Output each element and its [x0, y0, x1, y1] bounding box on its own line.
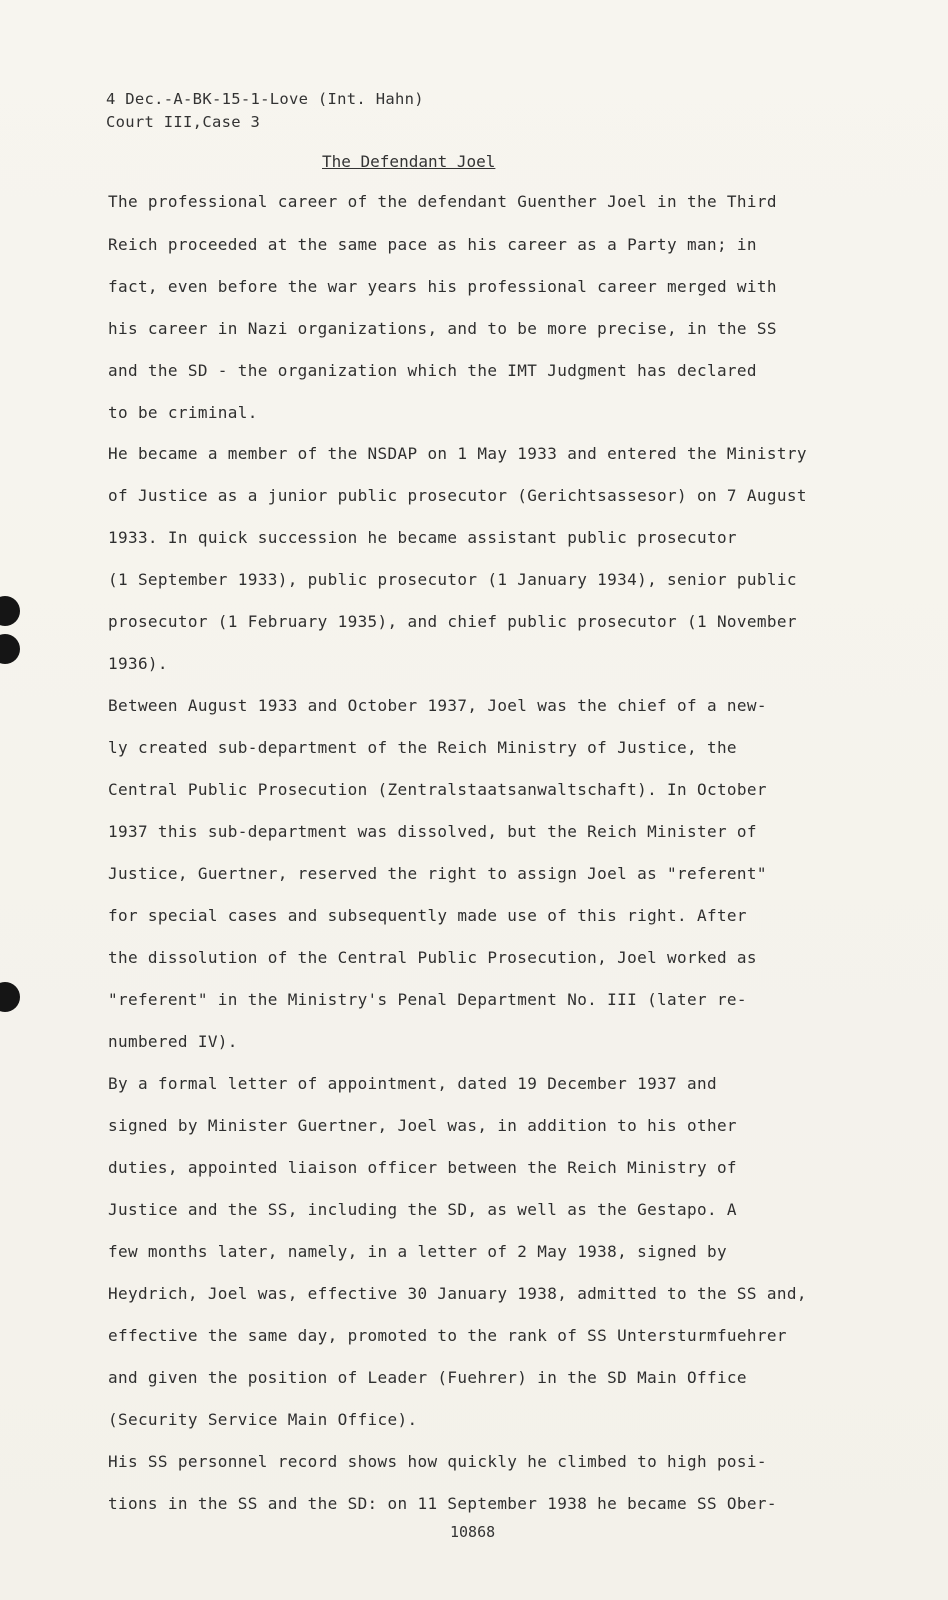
text-line: of Justice as a junior public prosecutor (Gerichtsassesor) on 7 August [108, 486, 807, 505]
header-reference: 4 Dec.-A-BK-15-1-Love (Int. Hahn) [106, 90, 424, 108]
text-line: to be criminal. [108, 403, 258, 422]
document-title: The Defendant Joel [322, 152, 496, 171]
text-line: his career in Nazi organizations, and to be more precise, in the SS [108, 319, 777, 338]
text-line: ly created sub-department of the Reich Ministry of Justice, the [108, 738, 737, 757]
text-line: His SS personnel record shows how quickly he climbed to high posi- [108, 1452, 767, 1471]
text-line: and the SD - the organization which the IMT Judgment has declared [108, 361, 757, 380]
text-line: Between August 1933 and October 1937, Joel was the chief of a new- [108, 696, 767, 715]
text-line: 1936). [108, 654, 168, 673]
text-line: 1933. In quick succession he became assistant public prosecutor [108, 528, 737, 547]
binder-hole [0, 634, 20, 664]
text-line: (1 September 1933), public prosecutor (1 January 1934), senior public [108, 570, 797, 589]
text-line: tions in the SS and the SD: on 11 September 1938 he became SS Ober- [108, 1494, 777, 1513]
text-line: Central Public Prosecution (Zentralstaatsanwaltschaft). In October [108, 780, 767, 799]
text-line: Justice, Guertner, reserved the right to assign Joel as "referent" [108, 864, 767, 883]
text-line: By a formal letter of appointment, dated 19 December 1937 and [108, 1074, 717, 1093]
text-line: prosecutor (1 February 1935), and chief public prosecutor (1 November [108, 612, 797, 631]
text-line: (Security Service Main Office). [108, 1410, 418, 1429]
text-line: signed by Minister Guertner, Joel was, in addition to his other [108, 1116, 737, 1135]
text-line: He became a member of the NSDAP on 1 May 1933 and entered the Ministry [108, 444, 807, 463]
text-line: and given the position of Leader (Fuehrer) in the SD Main Office [108, 1368, 747, 1387]
binder-hole [0, 982, 20, 1012]
binder-hole [0, 596, 20, 626]
page-number: 10868 [450, 1523, 496, 1541]
text-line: "referent" in the Ministry's Penal Department No. III (later re- [108, 990, 747, 1009]
text-line: effective the same day, promoted to the rank of SS Untersturmfuehrer [108, 1326, 787, 1345]
text-line: the dissolution of the Central Public Prosecution, Joel worked as [108, 948, 757, 967]
text-line: for special cases and subsequently made use of this right. After [108, 906, 747, 925]
text-line: Justice and the SS, including the SD, as well as the Gestapo. A [108, 1200, 737, 1219]
text-line: The professional career of the defendant Guenther Joel in the Third [108, 192, 777, 211]
text-line: Heydrich, Joel was, effective 30 January 1938, admitted to the SS and, [108, 1284, 807, 1303]
text-line: numbered IV). [108, 1032, 238, 1051]
text-line: fact, even before the war years his professional career merged with [108, 277, 777, 296]
text-line: duties, appointed liaison officer between the Reich Ministry of [108, 1158, 737, 1177]
text-line: few months later, namely, in a letter of 2 May 1938, signed by [108, 1242, 727, 1261]
text-line: 1937 this sub-department was dissolved, but the Reich Minister of [108, 822, 757, 841]
text-line: Reich proceeded at the same pace as his career as a Party man; in [108, 235, 757, 254]
header-court: Court III,Case 3 [106, 113, 261, 131]
